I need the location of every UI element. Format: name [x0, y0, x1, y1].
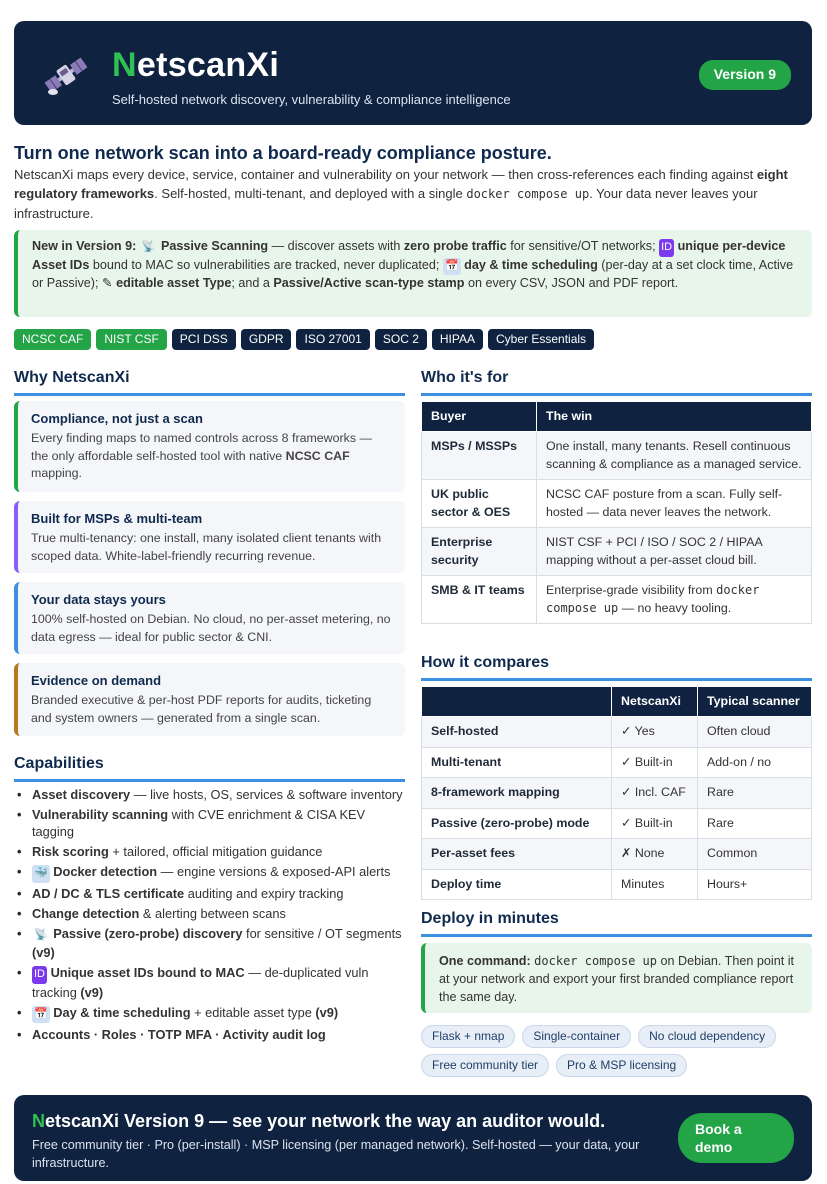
table-header: The win	[537, 402, 812, 432]
comparison-table	[421, 686, 812, 900]
table-header: Buyer	[422, 402, 537, 432]
satellite-icon: 📡	[34, 928, 48, 941]
table-row: Per-asset fees ✗ None Common	[422, 839, 812, 870]
table-row: Enterprise security NIST CSF + PCI / ISO / SOC 2 / HIPAA mapping without a per-asset cloud bill.	[422, 528, 812, 576]
brand-name: NetscanXi	[112, 46, 280, 84]
calendar-icon: 📅	[32, 1006, 50, 1024]
chip: Pro & MSP licensing	[556, 1054, 687, 1077]
book-demo-button[interactable]: Book a demo	[678, 1113, 794, 1163]
table-row: UK public sector & OES NCSC CAF posture from a scan. Fully self-hosted — data never leaves the network.	[422, 480, 812, 528]
who-heading: Who it's for	[421, 367, 812, 396]
table-row: Passive (zero-probe) mode ✓ Built-in Rare	[422, 808, 812, 839]
intro-paragraph: NetscanXi maps every device, service, container and vulnerability on your network — then cross-references each finding against eight regulatory frameworks. Self-hosted, multi-tenant, and deployed with a single docker compose up. Your data never leaves your infrastructure.	[14, 167, 788, 221]
chip: Single-container	[522, 1025, 631, 1048]
new-in-version-box: New in Version 9: 📡 Passive Scanning — discover assets with zero probe traffic for sensitive/OT networks; ID unique per-device Asset IDs bound to MAC so vulnerabilities are tracked, never duplicated; 📅 day & time scheduling (per-day at a set clock time, Active or Passive); ✎ editable asset Type; and a Passive/Active scan-type stamp on every CSV, JSON and PDF report.	[14, 230, 812, 317]
table-row: SMB & IT teams Enterprise-grade visibility from docker compose up — no heavy tooling.	[422, 576, 812, 624]
why-card: Evidence on demand Branded executive & per-host PDF reports for audits, ticketing and system owners — generated from a single scan.	[14, 663, 405, 736]
framework-tag: Cyber Essentials	[488, 329, 594, 350]
why-card: Your data stays yours 100% self-hosted on Debian. No cloud, no per-asset metering, no data egress — ideal for public sector & CNI.	[14, 582, 405, 654]
framework-tag: NCSC CAF	[14, 329, 91, 350]
table-header: NetscanXi	[612, 687, 698, 717]
list-item: • 📅 Day & time scheduling + editable asset type (v9)	[14, 1004, 406, 1024]
deploy-heading: Deploy in minutes	[421, 908, 812, 937]
intro-title: Turn one network scan into a board-ready compliance posture.	[14, 143, 552, 163]
compare-heading: How it compares	[421, 652, 812, 681]
footer-title: NetscanXi Version 9 — see your network the way an auditor would.	[32, 1111, 606, 1131]
footer-subtitle: Free community tier · Pro (per-install) · MSP licensing (per managed network). Self-hosted — your data, your infrastructure.	[32, 1138, 640, 1170]
pencil-icon: ✎	[102, 276, 113, 290]
id-icon: ID	[32, 966, 47, 984]
chip: Free community tier	[421, 1054, 549, 1077]
list-item: • Accounts · Roles · TOTP MFA · Activity audit log	[14, 1026, 406, 1044]
capabilities-list	[14, 786, 406, 1045]
list-item: • 📡 Passive (zero-probe) discovery for sensitive / OT segments (v9)	[14, 925, 406, 962]
list-item: • Asset discovery — live hosts, OS, services & software inventory	[14, 786, 406, 804]
table-row: 8-framework mapping ✓ Incl. CAF Rare	[422, 778, 812, 809]
table-header	[422, 687, 612, 717]
framework-tag: ISO 27001	[296, 329, 369, 350]
table-row: Deploy time Minutes Hours+	[422, 869, 812, 900]
list-item: • 🐳 Docker detection — engine versions & exposed-API alerts	[14, 863, 406, 883]
why-card: Compliance, not just a scan Every finding maps to named controls across 8 frameworks — the only affordable self-hosted tool with native NCSC CAF mapping.	[14, 401, 405, 492]
framework-tag: SOC 2	[375, 329, 427, 350]
framework-tag: NIST CSF	[96, 329, 166, 350]
table-header: Typical scanner	[698, 687, 812, 717]
header-banner	[14, 21, 812, 125]
tagline: Self-hosted network discovery, vulnerability & compliance intelligence	[112, 92, 511, 107]
version-badge: Version 9	[699, 60, 791, 90]
capabilities-heading: Capabilities	[14, 753, 405, 782]
deploy-box: One command: docker compose up on Debian. Then point it at your network and export your first branded compliance report the same day.	[421, 943, 812, 1013]
list-item: • Vulnerability scanning with CVE enrichment & CISA KEV tagging	[14, 806, 406, 841]
table-row: Multi-tenant ✓ Built-in Add-on / no	[422, 747, 812, 778]
list-item: • ID Unique asset IDs bound to MAC — de-duplicated vuln tracking (v9)	[14, 964, 406, 1001]
framework-tag: PCI DSS	[172, 329, 236, 350]
buyer-table	[421, 401, 812, 624]
footer-banner	[14, 1095, 812, 1181]
table-row: Self-hosted ✓ Yes Often cloud	[422, 717, 812, 748]
framework-tag: HIPAA	[432, 329, 483, 350]
framework-tag: GDPR	[241, 329, 292, 350]
satellite-icon	[40, 51, 92, 99]
docker-icon: 🐳	[32, 865, 50, 883]
chip: Flask + nmap	[421, 1025, 515, 1048]
tech-chips	[421, 1025, 812, 1077]
table-row: MSPs / MSSPs One install, many tenants. Resell continuous scanning & compliance as a managed service.	[422, 432, 812, 480]
list-item: • Risk scoring + tailored, official mitigation guidance	[14, 843, 406, 861]
framework-tags	[14, 329, 594, 350]
list-item: • AD / DC & TLS certificate auditing and expiry tracking	[14, 885, 406, 903]
chip: No cloud dependency	[638, 1025, 776, 1048]
why-card: Built for MSPs & multi-team True multi-tenancy: one install, many isolated client tenants with scoped data. White-label-friendly recurring revenue.	[14, 501, 405, 573]
list-item: • Change detection & alerting between scans	[14, 905, 406, 923]
id-icon: ID	[659, 239, 674, 257]
calendar-icon: 📅	[443, 258, 461, 276]
why-heading: Why NetscanXi	[14, 367, 405, 396]
satellite-icon: 📡	[141, 241, 156, 253]
